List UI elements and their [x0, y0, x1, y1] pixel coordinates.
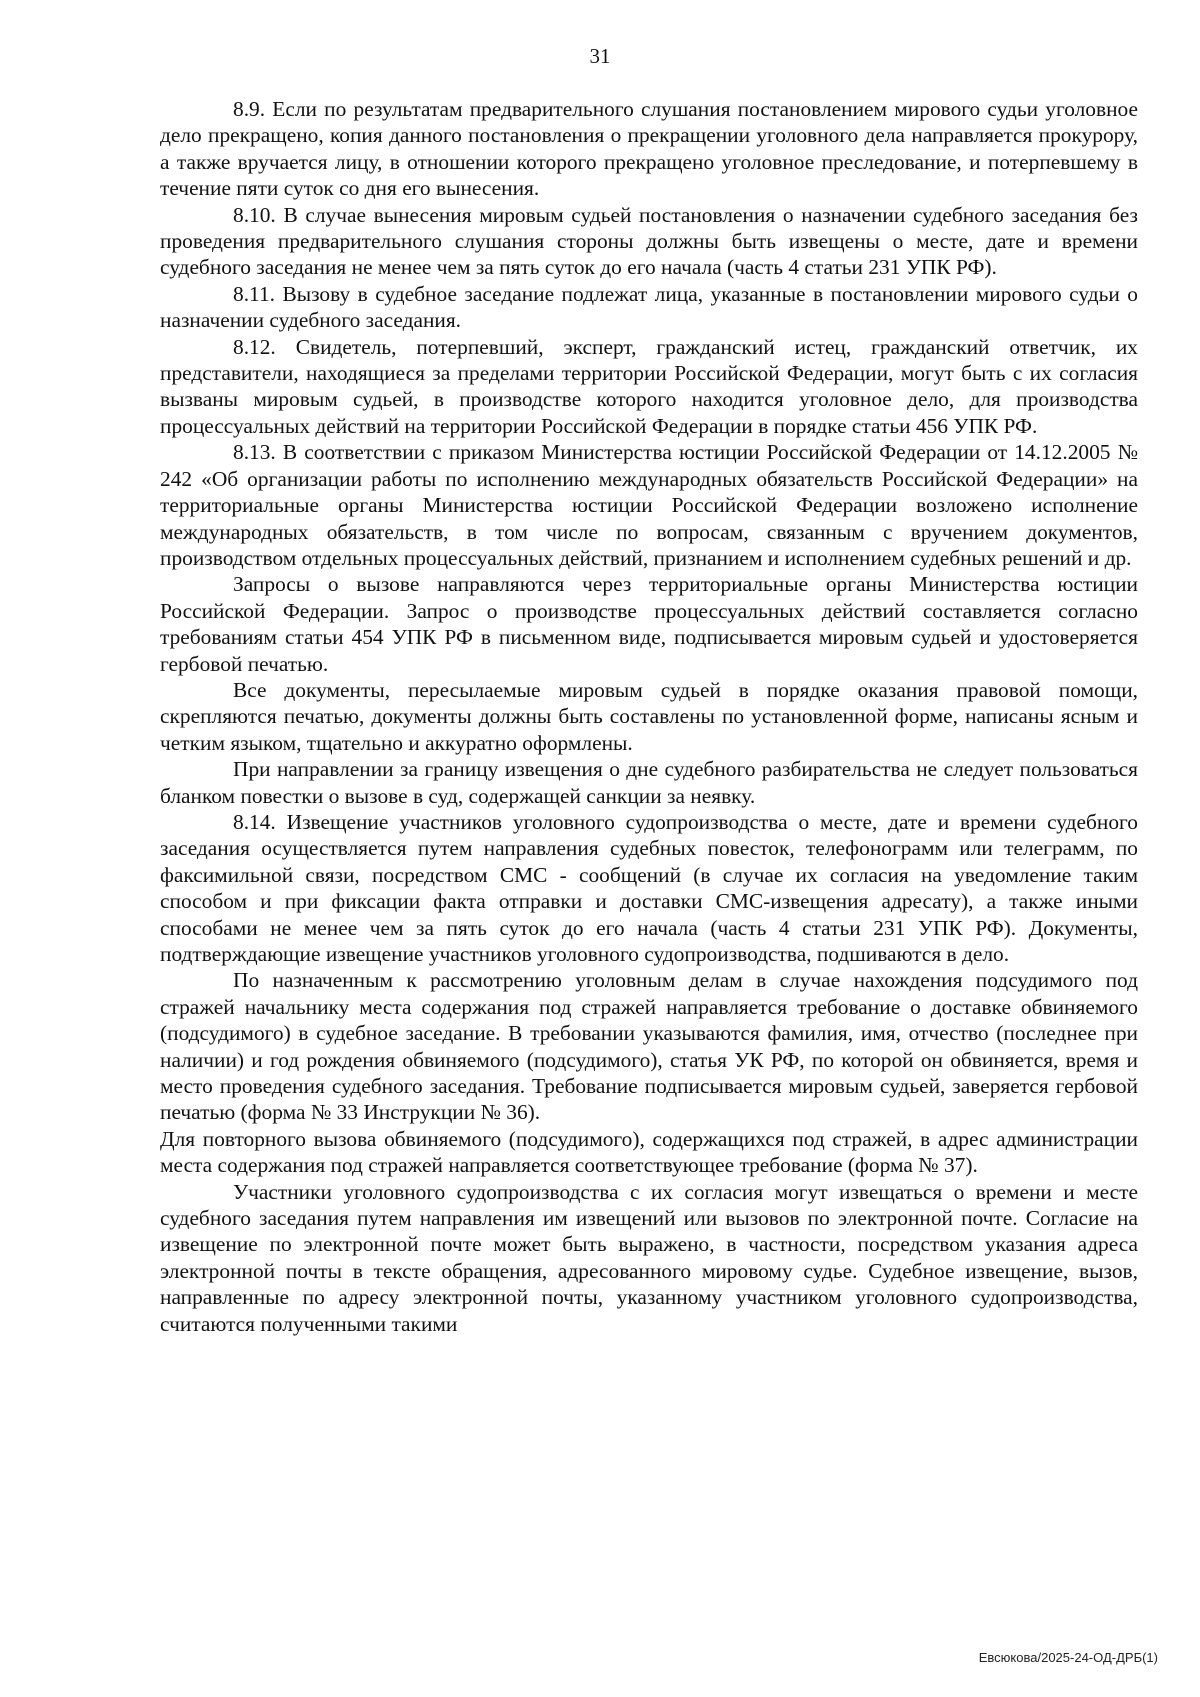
paragraph-8-11: 8.11. Вызову в судебное заседание подлежат лица, указанные в постановлении мирового судьи о назначении судебного заседания.: [160, 281, 1138, 333]
paragraph-8-12: 8.12. Свидетель, потерпевший, эксперт, гражданский истец, гражданский ответчик, их представители, находящиеся за пределами территории Российской Федерации, могут быть с их согласия вызваны мировым судьей, в производстве которого находится уголовное дело, для производства процессуальных действий на территории Российской Федерации в порядке статьи 456 УПК РФ.: [160, 334, 1138, 438]
paragraph-8-14: 8.14. Извещение участников уголовного судопроизводства о месте, дате и времени судебного заседания осуществляется путем направления судебных повесток, телефонограмм или телеграмм, по факсимильной связи, посредством СМС - сообщений (в случае их согласия на уведомление таким способом и при фиксации факта отправки и доставки СМС-извещения адресату), а также иными способами не менее чем за пять суток до его начала (часть 4 статьи 231 УПК РФ). Документы, подтверждающие извещение участников уголовного судопроизводства, подшиваются в дело.: [160, 809, 1138, 966]
paragraph-8-13: 8.13. В соответствии с приказом Министерства юстиции Российской Федерации от 14.12.2005 № 242 «Об организации работы по исполнению международных обязательств Российской Федерации» на территориальные органы Министерства юстиции Российской Федерации возложено исполнение международных обязательств, в том числе по вопросам, связанным с вручением документов, производством отдельных процессуальных действий, признанием и исполнением судебных решений и др.: [160, 440, 1138, 570]
paragraph-8-10: 8.10. В случае вынесения мировым судьей постановления о назначении судебного заседания без проведения предварительного слушания стороны должны быть извещены о месте, дате и времени судебного заседания не менее чем за пять суток до его начала (часть 4 статьи 231 УПК РФ).: [160, 202, 1138, 280]
document-footer-code: Евсюкова/2025-24-ОД-ДРБ(1): [978, 1650, 1158, 1665]
paragraph-email-notice: Участники уголовного судопроизводства с их согласия могут извещаться о времени и месте судебного заседания путем направления им извещений или вызовов по электронной почте. Согласие на извещение по электронной почте может быть выражено, в частности, посредством указания адреса электронной почты в тексте обращения, адресованного мировому судье. Судебное извещение, вызов, направленные по адресу электронной почты, указанному участником уголовного судопроизводства, считаются полученными такими: [160, 1179, 1138, 1336]
paragraph-documents: Все документы, пересылаемые мировым судьей в порядке оказания правовой помощи, скрепляются печатью, документы должны быть составлены по установленной форме, написаны ясным и четким языком, тщательно и аккуратно оформлены.: [160, 677, 1138, 755]
document-body: [160, 96, 1138, 1337]
paragraph-repeat-summons: Для повторного вызова обвиняемого (подсудимого), содержащихся под стражей, в адрес администрации места содержания под стражей направляется соответствующее требование (форма № 37).: [160, 1126, 1138, 1178]
paragraph-abroad-notice: При направлении за границу извещения о дне судебного разбирательства не следует пользоваться бланком повестки о вызове в суд, содержащей санкции за неявку.: [160, 757, 1138, 808]
page-number: 31: [589, 44, 611, 68]
paragraph-custody-delivery: По назначенным к рассмотрению уголовным делам в случае нахождения подсудимого под стражей начальнику места содержания под стражей направляется требование о доставке обвиняемого (подсудимого) в судебное заседание. В требовании указываются фамилия, имя, отчество (последнее при наличии) и год рождения обвиняемого (подсудимого), статья УК РФ, по которой он обвиняется, время и место проведения судебного заседания. Требование подписывается мировым судьей, заверяется гербовой печатью (форма № 33 Инструкции № 36).: [160, 968, 1138, 1125]
paragraph-requests: Запросы о вызове направляются через территориальные органы Министерства юстиции Российской Федерации. Запрос о производстве процессуальных действий составляется согласно требованиям статьи 454 УПК РФ в письменном виде, подписывается мировым судьей и удостоверяется гербовой печатью.: [160, 572, 1138, 676]
paragraph-8-9: 8.9. Если по результатам предварительного слушания постановлением мирового судьи уголовное дело прекращено, копия данного постановления о прекращении уголовного дела направляется прокурору, а также вручается лицу, в отношении которого прекращено уголовное преследование, и потерпевшему в течение пяти суток со дня его вынесения.: [160, 97, 1138, 201]
